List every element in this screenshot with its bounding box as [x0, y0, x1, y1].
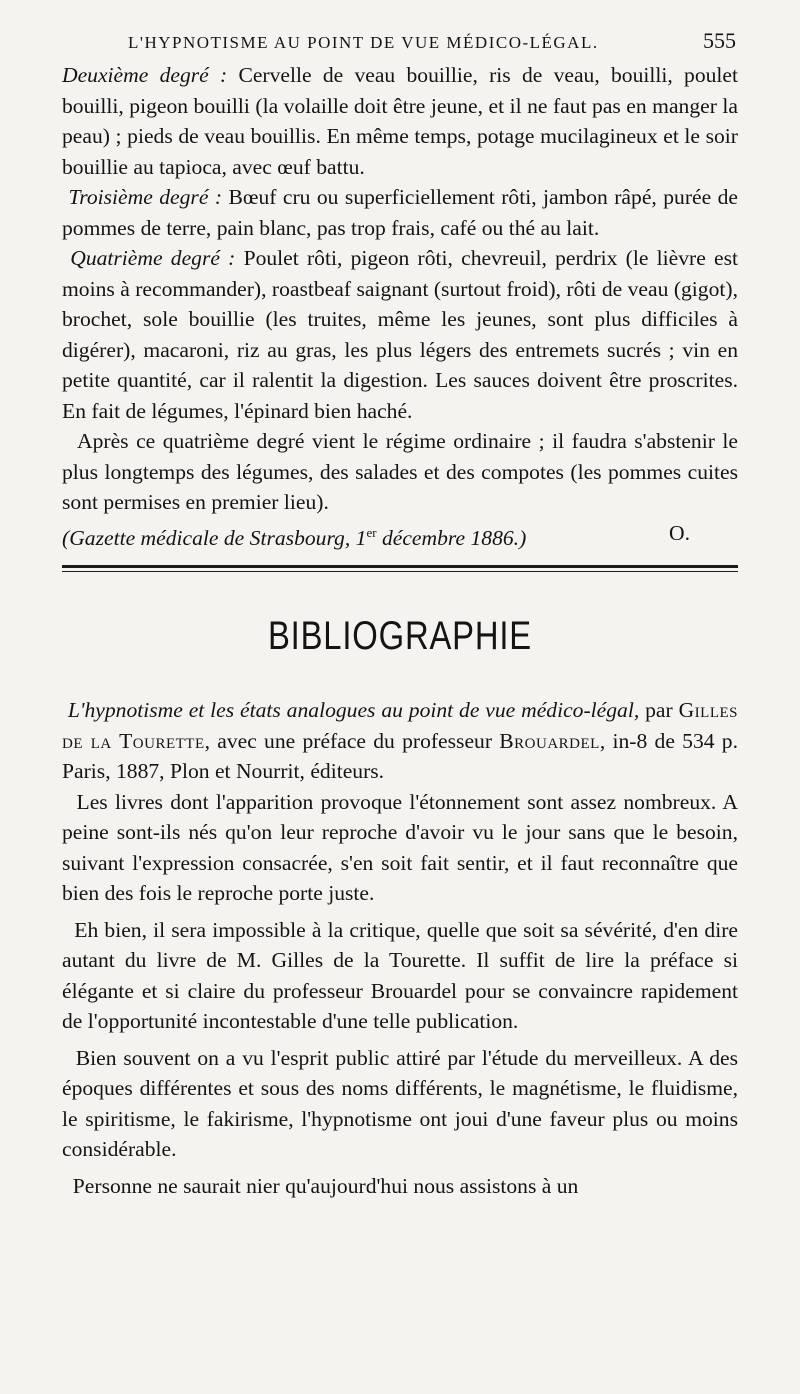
running-head-title: L'HYPNOTISME AU POINT DE VUE MÉDICO-LÉGAL. — [128, 33, 599, 52]
review-paragraph-4 — [62, 1171, 738, 1202]
preface-author: Brouardel — [499, 728, 600, 753]
review-paragraph-3-text: Bien souvent on a vu l'esprit public attiré par l'étude du merveilleux. A des époques différentes et sous des noms différents, le magnétisme, le fluidisme, le spiritisme, le fakirisme, l'hypnotisme ont joui d'une faveur plus ou moins considérable. — [62, 1045, 738, 1162]
diet-quatrieme-degre — [62, 243, 738, 426]
book-title: L'hypnotisme et les états analogues au point de vue médico-légal, — [67, 698, 640, 723]
divider-thin-rule — [62, 571, 738, 572]
citation-source-post: décembre 1886.) — [376, 525, 527, 550]
citation-line — [62, 518, 738, 554]
review-paragraph-2-text: Eh bien, il sera impossible à la critique, quelle que soit sa sévérité, d'en dire autant du livre de M. Gilles de la Tourette. Il suffit de lire la préface si élégante et si claire du professeur Brouardel pour se convaincre rapidement de l'opportunité incontestable d'une telle publication. — [62, 917, 739, 1034]
citation-source — [62, 518, 526, 554]
review-paragraph-1 — [62, 787, 738, 909]
citation-source-pre: (Gazette médicale de Strasbourg, 1 — [62, 525, 367, 550]
troisieme-degre-text: Bœuf cru ou superficiellement rôti, jambon râpé, purée de pommes de terre, pain blanc, pas trop frais, café ou thé au lait. — [62, 185, 738, 240]
review-paragraph-2 — [62, 915, 738, 1037]
quatrieme-degre-text: Poulet rôti, pigeon rôti, chevreuil, perdrix (le lièvre est moins à recommander), roastbeaf saignant (surtout froid), rôti de veau (gigot), brochet, sole bouillie (les truites, même les jeunes, sont plus difficiles à digérer), macaroni, riz au gras, les plus légers des entremets sucrés ; vin en petite quantité, car il ralentit la digestion. Les sauces doivent être proscrites. En fait de légumes, l'épinard bien haché. — [62, 246, 738, 423]
book-author: Gilles de la Tourette — [62, 698, 738, 753]
page-number: 555 — [703, 28, 736, 53]
review-paragraph-4-text: Personne ne saurait nier qu'aujourd'hui nous assistons à un — [72, 1173, 579, 1198]
apres-text: Après ce quatrième degré vient le régime ordinaire ; il faudra s'abstenir le plus longtemps des légumes, des salades et des compotes (les pommes cuites sont permises en premier lieu). — [62, 429, 738, 514]
quatrieme-degre-label: Quatrième degré : — [70, 246, 236, 270]
citation-sup: er — [366, 524, 377, 540]
section-heading: BIBLIOGRAPHIE — [267, 614, 533, 659]
book-by: par — [639, 698, 679, 723]
section-divider — [62, 565, 738, 572]
citation-initial: O. — [669, 520, 690, 545]
book-reference — [62, 695, 738, 787]
review-paragraph-3 — [62, 1043, 738, 1165]
deuxieme-degre-text: Cervelle de veau bouillie, ris de veau, bouilli, poulet bouilli, pigeon bouilli (la volaille doit être jeune, et il ne faut pas en manger la peau) ; pieds de veau bouillis. En même temps, potage mucilagineux et le soir bouillie au tapioca, avec œuf battu. — [62, 63, 738, 179]
book-publication-details: , in-8 de 534 p. Paris, 1887, Plon et Nourrit, éditeurs. — [62, 728, 738, 784]
diet-deuxieme-degre — [62, 60, 738, 182]
divider-thick-rule — [62, 565, 738, 568]
deuxieme-degre-label: Deuxième degré : — [62, 63, 228, 87]
running-head — [128, 28, 738, 54]
troisieme-degre-label: Troisième degré : — [68, 185, 223, 209]
review-paragraph-1-text: Les livres dont l'apparition provoque l'étonnement sont assez nombreux. A peine sont-ils nés qu'on leur reproche d'avoir vu le jour sans que le besoin, suivant l'expression consacrée, s'en soit fait sentir, et il faut reconnaître que bien des fois le reproche porte juste. — [62, 789, 738, 906]
diet-apres-paragraph — [62, 426, 738, 518]
book-preface: , avec une préface du professeur — [204, 728, 500, 753]
diet-troisieme-degre — [62, 182, 738, 243]
